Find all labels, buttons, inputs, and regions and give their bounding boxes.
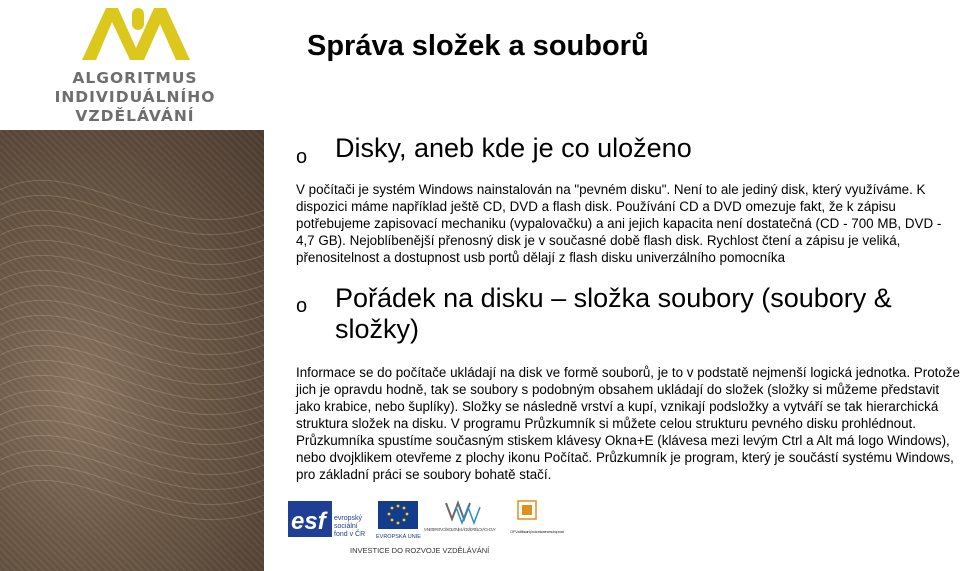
logo-line-vzdelavani: VZDĚLÁVÁNÍ	[75, 107, 195, 125]
slide-title: Správa složek a souborů	[307, 30, 649, 62]
aiv-logo-mark	[78, 4, 202, 62]
eu-label: EVROPSKÁ UNIE	[376, 534, 421, 540]
section-heading-folders: Pořádek na disku – složka soubory (soubory & složky)	[335, 283, 892, 344]
section-heading-disks: Disky, aneb kde je co uloženo	[335, 133, 692, 163]
section-paragraph-disks: V počítači je systém Windows nainstalován na "pevném disku". Není to ale jediný disk, který využíváme. K dispozici máme například ještě CD, DVD a flash disk. Používání CD a DVD omezuje fakt, že k zápisu potřebujeme zapisovací mechaniku (vypalovačku) a ani jejich kapacita není dostatečná (CD - 700 MB, DVD - 4,7 GB). Nejoblíbenější přenosný disk je v současné době flash disk. Rychlost čtení a zápisu je veliká, přenositelnost a dostupnost usb portů dělají z flash disku univerzálního pomocníka	[296, 182, 942, 265]
op-label: OP Vzdělávání pro konkurenceschopnost	[510, 529, 564, 534]
esf-text-2: sociální	[334, 523, 358, 530]
section-bullet: o	[296, 146, 308, 168]
decorative-side-panel	[0, 130, 264, 571]
msmt-logo	[424, 503, 496, 532]
op-vk-logo	[510, 501, 565, 534]
section-paragraph-folders: Informace se do počítače ukládají na disk ve formě souborů, je to v podstatě nejmenší logická jednotka. Protože jich je opravdu hodně, tak se soubory s podobným obsahem ukládají do složek (složky si můžeme představit jako krabice, nebo šuplíky). Složky se následně vrství a kupí, vznikají podsložky a vytváří se tak hierarchická struktura složek na disku. V programu Průzkumník si můžete celou strukturu pevného disku prohlédnout. Průzkumníka spustíme současným stiskem klávesy Okna+E (klávesa mezi levým Ctrl a Alt má logo Windows), nebo dvojklikem otevřeme z plochy ikonu Počítač. Průzkumník je program, který je součástí systému Windows, pro základní práci se soubory bohatě stačí.	[296, 365, 960, 482]
msmt-label: MINISTERSTVO ŠKOLSTVÍ, MLÁDEŽE A TĚLOVÝCHOVY	[424, 527, 496, 532]
eu-flag-logo	[376, 501, 421, 540]
eu-funding-logos	[286, 497, 576, 559]
section-bullet: o	[296, 295, 308, 317]
esf-text-3: fond v ČR	[334, 531, 366, 538]
esf-logo-text: esf	[291, 508, 326, 535]
footer-tagline: INVESTICE DO ROZVOJE VZDĚLÁVÁNÍ	[350, 546, 490, 555]
esf-logo	[288, 501, 365, 538]
esf-text-1: evropský	[334, 515, 363, 522]
logo-line-individualniho: INDIVIDUÁLNÍHO	[54, 88, 216, 106]
aiv-logo	[0, 0, 264, 130]
logo-line-algoritmus: ALGORITMUS	[72, 69, 198, 87]
decorative-waves	[0, 130, 264, 571]
